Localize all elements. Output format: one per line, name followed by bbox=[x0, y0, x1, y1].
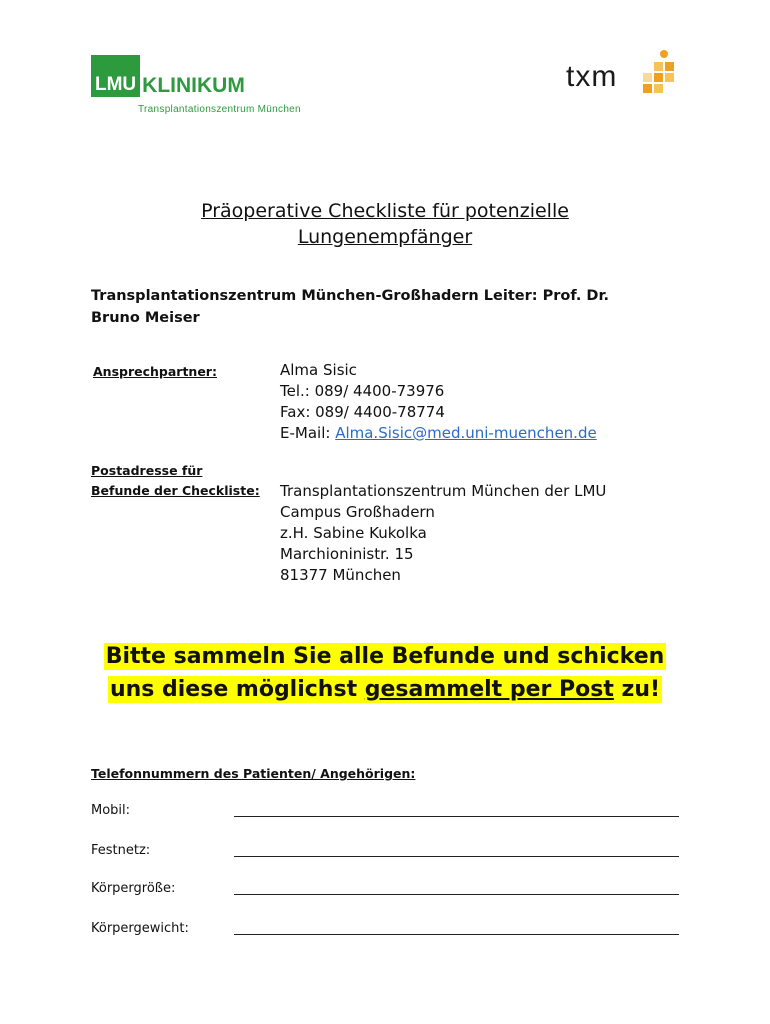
field-row-koerpergewicht bbox=[91, 921, 681, 941]
contact-block bbox=[280, 360, 597, 444]
center-heading bbox=[91, 285, 681, 329]
page-title-line2: Lungenempfänger bbox=[297, 226, 473, 248]
contact-fax: Fax: 089/ 4400-78774 bbox=[280, 403, 445, 421]
postal-label-line2: Befunde der Checkliste: bbox=[91, 483, 260, 498]
phones-heading: Telefonnummern des Patienten/ Angehörigen: bbox=[91, 766, 416, 781]
lmu-logo-text: KLINIKUM bbox=[142, 74, 245, 97]
postal-label bbox=[91, 461, 260, 501]
notice-line2-c: zu! bbox=[613, 677, 661, 702]
field-row-festnetz bbox=[91, 843, 681, 863]
contact-email-prefix: E-Mail: bbox=[280, 424, 336, 442]
field-label: Mobil: bbox=[91, 803, 131, 818]
address-line: z.H. Sabine Kukolka bbox=[280, 524, 427, 542]
lmu-klinikum-logo bbox=[91, 55, 245, 97]
highlight-notice bbox=[100, 640, 670, 706]
fill-in-line[interactable] bbox=[234, 894, 679, 895]
notice-line1: Bitte sammeln Sie alle Befunde und schicken bbox=[105, 644, 665, 669]
contact-name: Alma Sisic bbox=[280, 361, 357, 379]
notice-line2-a: uns diese möglichst bbox=[109, 677, 365, 702]
txm-logo-icon bbox=[640, 48, 680, 98]
lmu-logo-subtitle: Transplantationszentrum München bbox=[138, 104, 301, 115]
address-line: Campus Großhadern bbox=[280, 503, 435, 521]
txm-logo bbox=[566, 48, 678, 100]
fill-in-line[interactable] bbox=[234, 934, 679, 935]
center-heading-line1: Transplantationszentrum München-Großhadern Leiter: Prof. Dr. bbox=[91, 288, 610, 304]
center-heading-line2: Bruno Meiser bbox=[91, 310, 200, 326]
page-title-line1: Präoperative Checkliste für potenzielle bbox=[201, 200, 569, 222]
address-line: Marchioninistr. 15 bbox=[280, 545, 414, 563]
address-line: Transplantationszentrum München der LMU bbox=[280, 482, 607, 500]
contact-label: Ansprechpartner: bbox=[93, 364, 217, 379]
postal-label-line1: Postadresse für bbox=[91, 463, 203, 478]
notice-line2-b: gesammelt per Post bbox=[364, 677, 614, 702]
field-row-mobil bbox=[91, 803, 681, 823]
fill-in-line[interactable] bbox=[234, 856, 679, 857]
field-label: Körpergewicht: bbox=[91, 921, 189, 936]
fill-in-line[interactable] bbox=[234, 816, 679, 817]
notice-line2 bbox=[108, 676, 662, 703]
field-label: Festnetz: bbox=[91, 843, 151, 858]
lmu-logo-box: LMU bbox=[91, 55, 140, 97]
field-label: Körpergröße: bbox=[91, 881, 176, 896]
contact-email-row bbox=[280, 423, 597, 444]
contact-email-link[interactable]: Alma.Sisic@med.uni-muenchen.de bbox=[335, 424, 597, 442]
txm-logo-text: txm bbox=[566, 60, 618, 93]
contact-tel: Tel.: 089/ 4400-73976 bbox=[280, 382, 445, 400]
postal-address bbox=[280, 481, 606, 586]
address-line: 81377 München bbox=[280, 566, 401, 584]
field-row-koerpergroesse bbox=[91, 881, 681, 901]
page-title bbox=[100, 198, 670, 250]
